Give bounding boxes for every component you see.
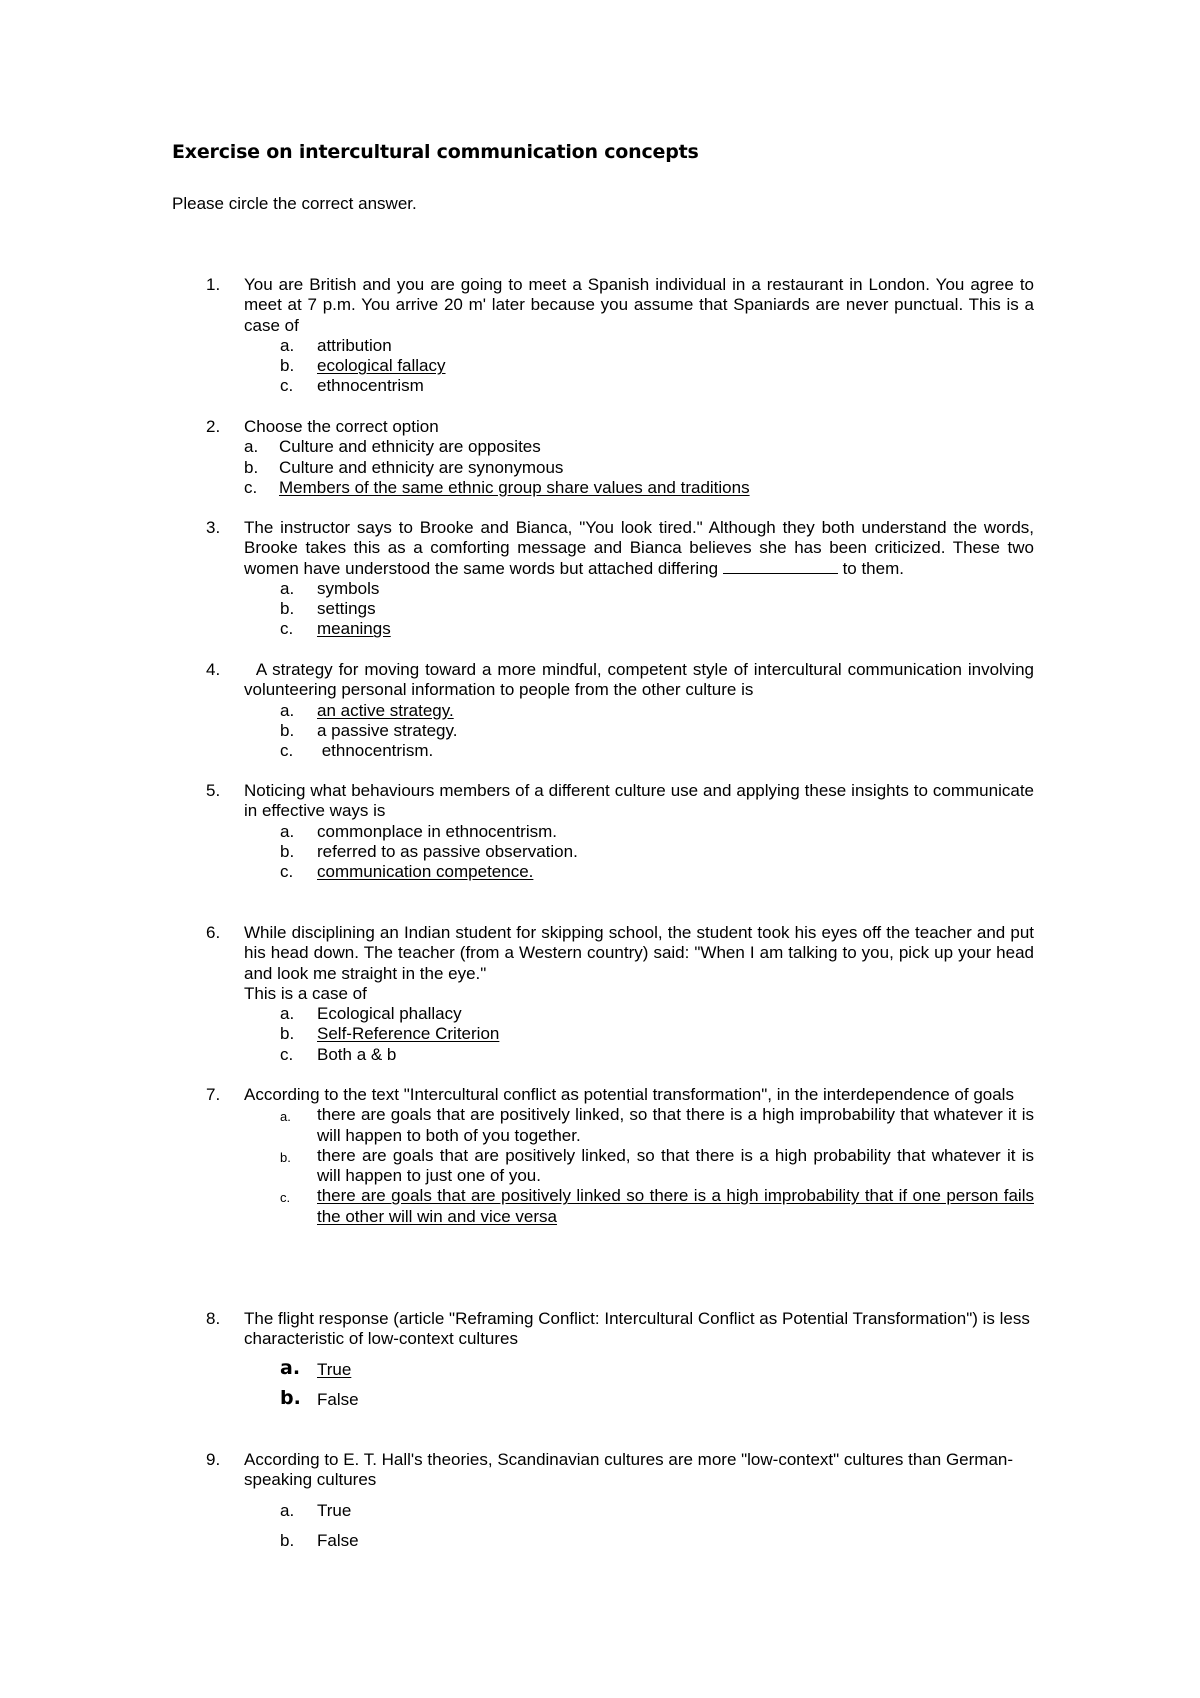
option-a[interactable] [280, 1004, 1034, 1024]
option-b[interactable] [280, 721, 1034, 741]
underlined-answer: Members of the same ethnic group share values and traditions [279, 477, 750, 497]
option-letter: a. [244, 437, 259, 457]
option-letter: a. [280, 1500, 295, 1520]
option-c[interactable] [280, 862, 1034, 882]
question-1 [206, 275, 1034, 397]
question-text: Noticing what behaviours members of a different culture use and applying these insights to communicate in effective ways is [244, 781, 1034, 821]
question-text: According to the text "Intercultural conflict as potential transformation", in the interdependence of goals [244, 1085, 1014, 1104]
option-letter: b. [280, 1386, 301, 1409]
question-4 [206, 660, 1039, 761]
option-text: referred to as passive observation. [317, 841, 578, 861]
option-c[interactable] [280, 376, 1034, 396]
option-list [244, 437, 1034, 498]
question-text: You are British and you are going to meet a Spanish individual in a restaurant in London. You agree to meet at 7 p.m. You arrive 20 m' later because you assume that Spaniards are never punctual. This is a case of [244, 275, 1034, 335]
option-text: False [317, 1389, 359, 1409]
underlined-answer: communication competence. [317, 862, 534, 882]
question-8 [206, 1309, 1034, 1420]
option-b[interactable] [280, 1386, 1034, 1410]
option-list [280, 1105, 1034, 1227]
option-b[interactable] [280, 1024, 1034, 1044]
option-letter: b. [280, 1149, 291, 1165]
option-text: Culture and ethnicity are opposites [279, 437, 541, 457]
option-text: Both a & b [317, 1044, 397, 1064]
underlined-answer: Self-Reference Criterion [317, 1024, 500, 1044]
underlined-answer: ecological fallacy [317, 356, 446, 376]
question-5 [206, 781, 1034, 882]
option-letter: c. [244, 477, 258, 497]
option-a[interactable] [280, 1501, 1034, 1521]
answer-blank [723, 559, 838, 574]
option-letter: c. [280, 862, 294, 882]
option-a[interactable] [280, 1105, 1034, 1146]
question-number: 3. [206, 518, 221, 537]
option-text: there are goals that are positively linked, so that there is a high improbability that whatever it is will happen to both of you together. [317, 1105, 1034, 1145]
option-text: ethnocentrism. [317, 741, 434, 761]
underlined-answer: there are goals that are positively linked so there is a high improbability that if one person fails the other will win and vice versa [317, 1186, 1034, 1226]
option-list [280, 336, 1034, 397]
option-letter: c. [280, 619, 294, 639]
question-number: 7. [206, 1085, 221, 1104]
question-number: 8. [206, 1309, 221, 1328]
option-text: ethnocentrism [317, 376, 424, 396]
option-text: Ecological phallacy [317, 1004, 462, 1024]
question-text: According to E. T. Hall's theories, Scandinavian cultures are more "low-context" cultures than German-speaking cultures [244, 1450, 1014, 1490]
question-number: 1. [206, 275, 221, 294]
question-3 [206, 518, 1034, 640]
underlined-answer: an active strategy. [317, 700, 454, 720]
option-c[interactable] [244, 478, 1034, 498]
option-text: True [317, 1500, 352, 1520]
option-list [280, 1004, 1034, 1065]
question-text: Choose the correct option [244, 417, 439, 436]
option-letter: a. [280, 821, 295, 841]
option-c[interactable] [280, 1186, 1034, 1227]
question-text-end: to them. [842, 558, 904, 578]
option-text: a passive strategy. [317, 720, 458, 740]
option-list [280, 1356, 1034, 1411]
option-b[interactable] [280, 599, 1034, 619]
option-letter: b. [280, 720, 295, 740]
page-title: Exercise on intercultural communication concepts [172, 141, 699, 163]
option-letter: c. [280, 1190, 291, 1206]
option-list [280, 701, 1034, 762]
instruction-text: Please circle the correct answer. [172, 194, 417, 213]
option-letter: a. [280, 1109, 291, 1125]
option-text: commonplace in ethnocentrism. [317, 821, 558, 841]
option-list [280, 1501, 1034, 1552]
option-letter: b. [280, 841, 295, 861]
option-letter: a. [280, 700, 295, 720]
option-list [280, 822, 1034, 883]
option-b[interactable] [280, 842, 1034, 862]
option-c[interactable] [280, 1045, 1034, 1065]
option-a[interactable] [280, 1356, 1034, 1380]
option-letter: a. [280, 1004, 295, 1024]
option-letter: b. [280, 356, 295, 376]
option-a[interactable] [280, 822, 1034, 842]
option-letter: b. [244, 457, 259, 477]
option-c[interactable] [280, 619, 1034, 639]
option-text: settings [317, 599, 376, 619]
option-c[interactable] [280, 741, 1034, 761]
option-letter: c. [280, 376, 294, 396]
option-text: attribution [317, 335, 392, 355]
question-6 [206, 923, 1034, 1065]
option-letter: b. [280, 1530, 295, 1550]
option-b[interactable] [244, 458, 1034, 478]
question-number: 4. [206, 660, 221, 679]
question-number: 6. [206, 923, 221, 942]
option-letter: b. [280, 1024, 295, 1044]
question-text: The flight response (article "Reframing Conflict: Intercultural Conflict as Potential Transformation") is less characteristic of low-context cultures [244, 1309, 1030, 1349]
option-b[interactable] [280, 356, 1034, 376]
option-letter: a. [280, 578, 295, 598]
question-2 [206, 417, 1034, 498]
option-a[interactable] [280, 701, 1034, 721]
question-number: 2. [206, 417, 221, 436]
question-7 [206, 1085, 1034, 1227]
option-text: Culture and ethnicity are synonymous [279, 457, 564, 477]
option-b[interactable] [280, 1531, 1034, 1551]
option-text: symbols [317, 578, 380, 598]
option-letter: c. [280, 741, 294, 761]
question-number: 9. [206, 1450, 221, 1469]
option-letter: a. [280, 1356, 301, 1379]
option-b[interactable] [280, 1146, 1034, 1187]
question-9 [206, 1450, 1034, 1561]
question-text: A strategy for moving toward a more mindful, competent style of intercultural communication involving volunteering personal information to people from the other culture is [244, 660, 1039, 700]
option-letter: b. [280, 599, 295, 619]
question-text-continued: This is a case of [244, 983, 367, 1003]
option-a[interactable] [244, 437, 1034, 457]
option-a[interactable] [280, 336, 1034, 356]
underlined-answer: meanings [317, 619, 391, 639]
option-text: False [317, 1530, 359, 1550]
question-number: 5. [206, 781, 221, 800]
option-letter: c. [280, 1044, 294, 1064]
option-letter: a. [280, 335, 295, 355]
question-text-start: The instructor says to Brooke and Bianca, "You look tired." Although they both understand the words, Brooke takes this as a comforting message and Bianca believes she has been criticized. These two women have understood the same words but attached differing [244, 518, 1034, 578]
question-text: While disciplining an Indian student for skipping school, the student took his eyes off the teacher and put his head down. The teacher (from a Western country) said: "When I am talking to you, pick up your head and look me straight in the eye." [244, 923, 1034, 983]
question-text [244, 518, 1034, 579]
underlined-answer: True [317, 1359, 352, 1379]
option-text: there are goals that are positively linked, so that there is a high probability that whatever it is will happen to just one of you. [317, 1145, 1034, 1186]
option-list [280, 579, 1034, 640]
option-a[interactable] [280, 579, 1034, 599]
